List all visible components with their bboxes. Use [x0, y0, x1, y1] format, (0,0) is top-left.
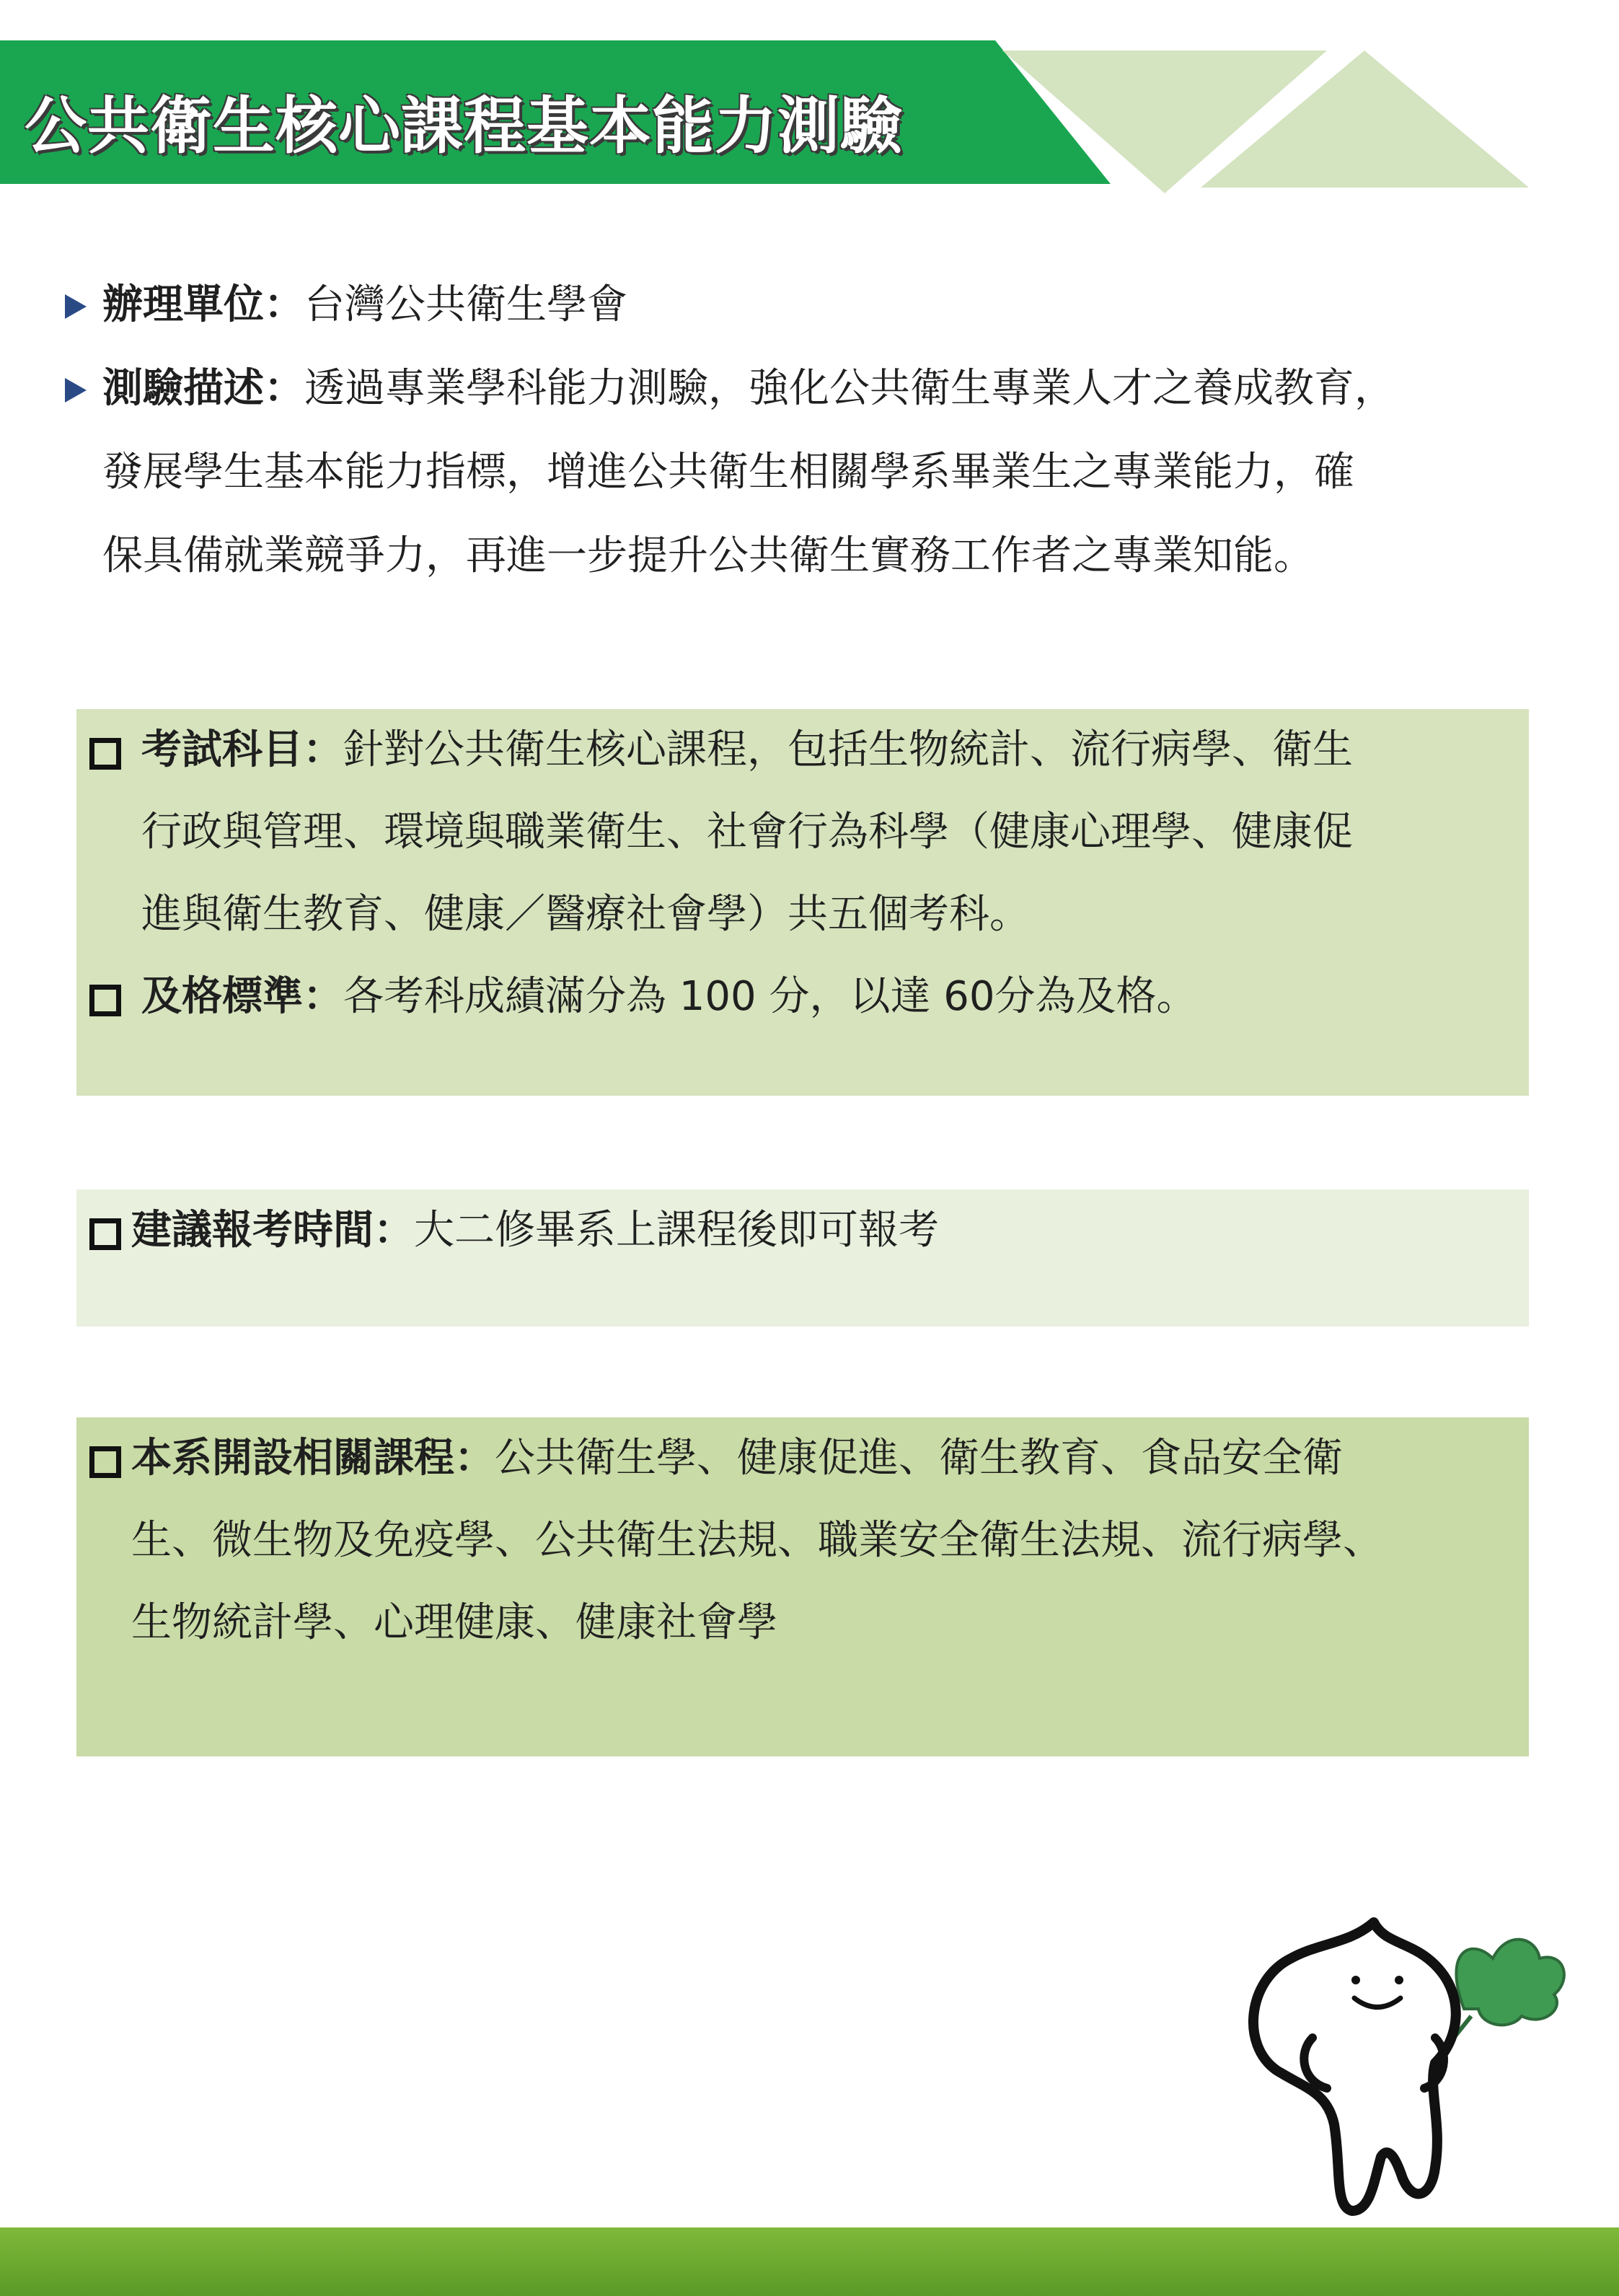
- checkbox-square-icon: [89, 1218, 121, 1250]
- exam-info-box: [76, 709, 1529, 1096]
- subjects-line-3: 進與衛生教育、健康／醫療社會學）共五個考科。: [141, 891, 1030, 938]
- triangle-bullet-icon: [65, 378, 87, 403]
- subjects-line-1: 針對公共衛生核心課程，包括生物統計、流行病學、衛生: [343, 726, 1353, 773]
- subjects-label: 考試科目：: [141, 726, 343, 773]
- organizer-text: 台灣公共衛生學會: [304, 281, 627, 328]
- triangle-bullet-icon: [65, 294, 87, 319]
- courses-label: 本系開設相關課程：: [131, 1435, 495, 1482]
- leaf-icon: [1442, 1940, 1564, 2052]
- subjects-item: [89, 709, 1525, 956]
- organizer-label: 辦理單位：: [102, 281, 304, 328]
- passing-text: 各考科成績滿分為 100 分，以達 60分為及格。: [343, 973, 1197, 1020]
- suggest-text: 大二修畢系上課程後即可報考: [414, 1207, 939, 1254]
- description-label: 測驗描述：: [102, 365, 304, 412]
- checkbox-square-icon: [89, 738, 121, 770]
- footer-green-strip: [0, 2227, 1619, 2296]
- organizer-item: [65, 263, 1579, 347]
- suggest-item: [89, 1189, 1525, 1272]
- tooth-mascot-icon: [1226, 1908, 1572, 2225]
- description-line-3: 保具備就業競爭力，再進一步提升公共衛生實務工作者之專業知能。: [102, 532, 1314, 579]
- courses-box: [76, 1417, 1529, 1756]
- description-line-2: 發展學生基本能力指標，增進公共衛生相關學系畢業生之專業能力，確: [102, 449, 1354, 496]
- description-item: [65, 347, 1579, 598]
- courses-line-1: 公共衛生學、健康促進、衛生教育、食品安全衛: [495, 1435, 1343, 1482]
- courses-item: [89, 1417, 1527, 1664]
- passing-label: 及格標準：: [141, 973, 343, 1020]
- courses-line-3: 生物統計學、心理健康、健康社會學: [131, 1599, 777, 1646]
- passing-item: [89, 956, 1525, 1038]
- checkbox-square-icon: [89, 1446, 121, 1478]
- description-line-1: 透過專業學科能力測驗，強化公共衛生專業人才之養成教育，: [304, 365, 1395, 412]
- courses-line-2: 生、微生物及免疫學、公共衛生法規、職業安全衛生法規、流行病學、: [131, 1517, 1383, 1564]
- page-title: 公共衛生核心課程基本能力測驗: [25, 90, 903, 162]
- suggest-time-box: [76, 1189, 1529, 1327]
- subjects-line-2: 行政與管理、環境與職業衛生、社會行為科學（健康心理學、健康促: [141, 809, 1353, 855]
- suggest-label: 建議報考時間：: [131, 1207, 414, 1254]
- intro-section: [65, 263, 1579, 598]
- checkbox-square-icon: [89, 985, 121, 1016]
